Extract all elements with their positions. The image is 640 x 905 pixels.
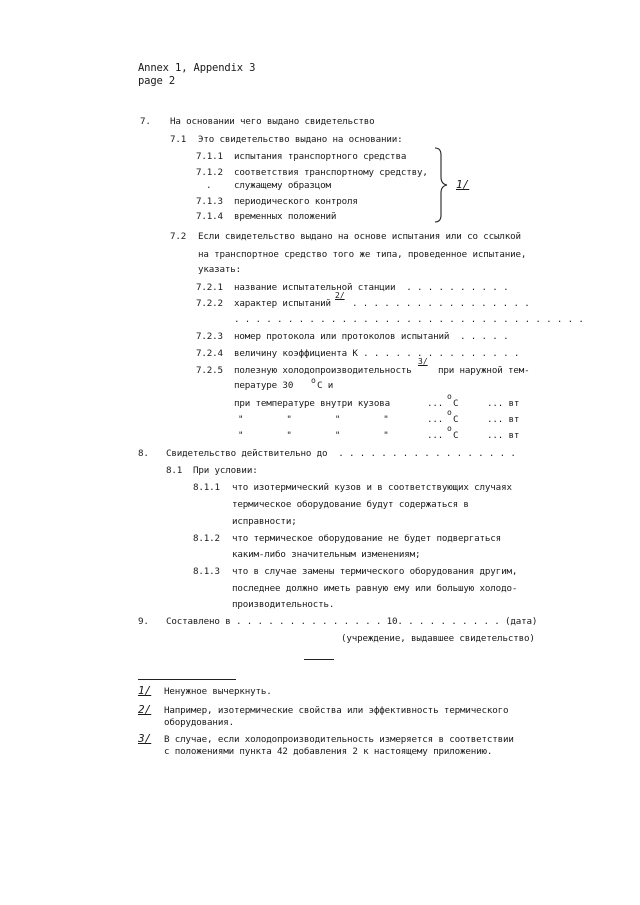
item-7-1-3-number: 7.1.3 [196, 196, 223, 207]
item-8-1-1-line1: что изотермический кузов и в соответствующих случаях [232, 482, 512, 493]
item-7-1-3-text: периодического контроля [234, 196, 358, 207]
temp-row-2-unit: C [453, 414, 459, 425]
section-7-title: На основании чего выдано свидетельство [170, 116, 375, 127]
item-8-1-1-number: 8.1.1 [193, 482, 220, 493]
item-7-1-4-number: 7.1.4 [196, 211, 223, 222]
item-7-2-5-text-after: при наружной тем- [438, 365, 530, 376]
item-8-1-3-line3: производительность. [232, 599, 335, 610]
temp-row-1-label: при температуре внутри кузова [234, 398, 391, 409]
section-7-1-text: Это свидетельство выдано на основании: [198, 134, 403, 145]
temp-row-3-label: " " " " [238, 430, 389, 441]
item-7-2-2-dots-line2: . . . . . . . . . . . . . . . . . . . . . . . . . . . . . . . . . [234, 314, 584, 325]
temp-row-2-power: ... вт [487, 414, 520, 425]
grouping-brace [434, 147, 448, 223]
footnote-2-mark: 2/ [138, 703, 152, 716]
brace-footnote-ref: 1/ [456, 178, 470, 191]
section-7-2-number: 7.2 [170, 231, 187, 242]
item-7-2-1-number: 7.2.1 [196, 282, 223, 293]
section-divider [304, 659, 334, 660]
item-7-2-2-dots: . . . . . . . . . . . . . . . . . [352, 298, 530, 309]
item-8-1-3-line1: что в случае замены термического оборудования другим, [232, 566, 518, 577]
section-8-1-number: 8.1 [166, 465, 183, 476]
footnote-ref-3: 3/ [418, 357, 428, 366]
section-7-2-line2: на транспортное средство того же типа, проведенное испытание, [198, 249, 527, 260]
item-7-2-5-text: полезную холодопроизводительность [234, 365, 412, 376]
temp-row-3-power: ... вт [487, 430, 520, 441]
footnote-2-line1: Например, изотермические свойства или эффективность термического [164, 705, 509, 716]
temp-row-1-unit: C [453, 398, 459, 409]
section-8-number: 8. [138, 448, 149, 459]
stray-dot: . [206, 180, 212, 191]
section-8-1-text: При условии: [193, 465, 258, 476]
temp-row-2-value: ... [427, 414, 449, 425]
temp-row-3-unit: C [453, 430, 459, 441]
page-header-annex: Annex 1, Appendix 3 [138, 62, 256, 74]
footnote-3-mark: 3/ [138, 732, 152, 745]
temp-row-3-degree: o [447, 424, 452, 433]
item-7-2-5-unit: C и [317, 380, 334, 391]
item-7-2-5-line2: пературе 30 [234, 380, 294, 391]
section-8-title: Свидетельство действительно до . . . . . . . . . . . . . . . . . [166, 448, 516, 459]
section-7-number: 7. [140, 116, 151, 127]
section-9-line2: (учреждение, выдавшее свидетельство) [341, 633, 535, 644]
item-8-1-2-line2: каким-либо значительным изменениям; [232, 549, 421, 560]
temp-row-1-value: ... [427, 398, 449, 409]
temp-row-1-degree: o [447, 392, 452, 401]
item-7-2-3-text: номер протокола или протоколов испытаний . . . . . [234, 331, 509, 342]
footnote-3-line2: с положениями пункта 42 добавления 2 к настоящему приложению. [164, 746, 493, 757]
item-7-2-4-number: 7.2.4 [196, 348, 223, 359]
footnote-3-line1: В случае, если холодопроизводительность измеряется в соответствии [164, 734, 514, 745]
section-7-2-line1: Если свидетельство выдано на основе испытания или со ссылкой [198, 231, 521, 242]
temp-row-3-value: ... [427, 430, 449, 441]
footnote-1-text: Ненужное вычеркнуть. [164, 686, 272, 697]
item-8-1-1-line2: термическое оборудование будут содержаться в [232, 499, 469, 510]
item-7-1-2-number: 7.1.2 [196, 167, 223, 178]
item-7-2-4-text: величину коэффициента K . . . . . . . . . . . . . . . [234, 348, 520, 359]
footnote-rule [138, 679, 236, 680]
item-8-1-1-line3: исправности; [232, 516, 297, 527]
item-7-2-3-number: 7.2.3 [196, 331, 223, 342]
degree-sign: o [311, 376, 316, 385]
item-7-2-1-text: название испытательной станции . . . . . . . . . . [234, 282, 509, 293]
section-7-1-number: 7.1 [170, 134, 187, 145]
page-header-page: page 2 [138, 75, 176, 87]
item-8-1-3-line2: последнее должно иметь равную ему или большую холодо- [232, 583, 518, 594]
item-7-1-1-text: испытания транспортного средства [234, 151, 407, 162]
item-8-1-3-number: 8.1.3 [193, 566, 220, 577]
item-7-2-5-number: 7.2.5 [196, 365, 223, 376]
temp-row-2-degree: o [447, 408, 452, 417]
footnote-1-mark: 1/ [138, 684, 152, 697]
footnote-ref-2: 2/ [335, 291, 345, 300]
item-7-2-2-text: характер испытаний [234, 298, 331, 309]
temp-row-1-power: ... вт [487, 398, 520, 409]
item-8-1-2-line1: что термическое оборудование не будет подвергаться [232, 533, 502, 544]
footnote-2-line2: оборудования. [164, 717, 234, 728]
item-7-1-4-text: временных положений [234, 211, 337, 222]
item-7-2-2-number: 7.2.2 [196, 298, 223, 309]
temp-row-2-label: " " " " [238, 414, 389, 425]
section-9-line1: Составлено в . . . . . . . . . . . . . . 10. . . . . . . . . . (дата) [166, 616, 538, 627]
section-7-2-line3: указать: [198, 264, 242, 275]
section-9-number: 9. [138, 616, 149, 627]
item-7-1-1-number: 7.1.1 [196, 151, 223, 162]
item-7-1-2-text: соответствия транспортному средству, [234, 167, 428, 178]
item-7-1-2-text-cont: служащему образцом [234, 180, 331, 191]
item-8-1-2-number: 8.1.2 [193, 533, 220, 544]
